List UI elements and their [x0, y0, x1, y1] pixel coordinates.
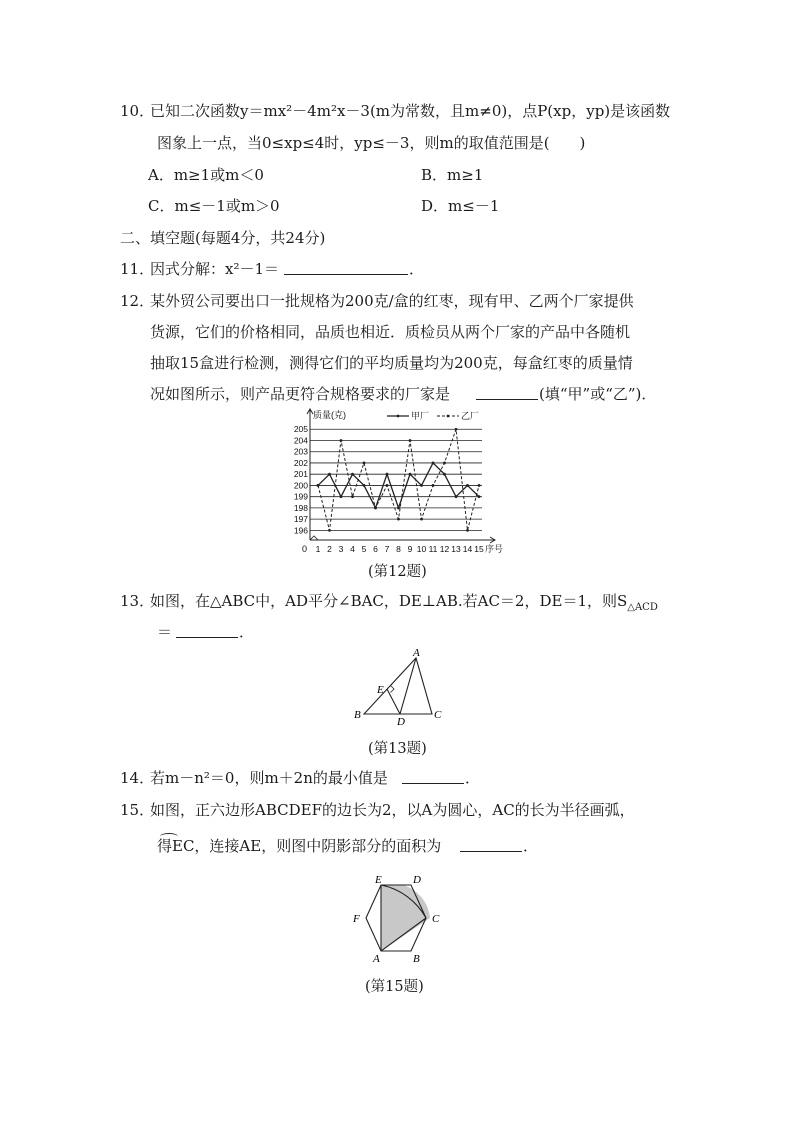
label-c: C [432, 913, 440, 925]
segment-de [387, 689, 400, 714]
y-axis-title: 质量(克) [313, 410, 346, 420]
q15-answer-blank [460, 836, 522, 852]
x-tick-label: 11 [428, 544, 438, 553]
data-point [455, 428, 458, 431]
label-d: D [413, 874, 421, 886]
x-tick-label: 9 [407, 544, 413, 553]
x-tick-label: 10 [416, 544, 427, 553]
q11-text: 因式分解：x²－1＝ [150, 260, 280, 278]
q10-line2: 图象上一点，当0≤xp≤4时，yp≤－3，则m的取值范围是( ) [157, 134, 586, 152]
legend-marker-yi [447, 415, 450, 418]
q15-caption: (第15题) [365, 979, 424, 995]
legend-label-jia: 甲厂 [411, 411, 430, 421]
q14-answer-blank [402, 768, 464, 784]
data-point [363, 484, 366, 487]
q11-number: 11． [120, 260, 155, 278]
data-point [351, 473, 354, 476]
q15-line2a: 得EC，连接AE，则图中阴影部分的面积为 [157, 837, 442, 855]
label-f: F [353, 913, 360, 925]
q12-caption: (第12题) [368, 564, 427, 580]
x-tick-label: 8 [396, 544, 401, 553]
x-tick-label: 13 [451, 544, 461, 553]
legend-marker-jia [397, 415, 400, 418]
q10-option-a: A．m≥1或m＜0 [148, 166, 264, 184]
y-tick-label: 201 [293, 469, 308, 480]
y-tick-label: 200 [293, 480, 308, 491]
data-point [386, 473, 389, 476]
x-tick-label: 5 [361, 544, 367, 553]
q13-end: ． [239, 623, 255, 641]
q12-line4b: (填“甲”或“乙”)． [539, 385, 657, 403]
q11-end: ． [409, 260, 425, 278]
data-point [328, 473, 331, 476]
q13-number: 13． [120, 592, 155, 610]
label-e: E [377, 684, 384, 696]
data-point [374, 507, 377, 510]
q13-line1: 如图，在△ABC中，AD平分∠BAC，DE⊥AB.若AC＝2，DE＝1，则$S_{\triangle ACD}$ [150, 592, 658, 613]
data-point [409, 439, 412, 442]
q12-line4a: 况如图所示，则产品更符合规格要求的厂家是 [150, 385, 451, 403]
q10-option-c: C．m≤－1或m＞0 [148, 197, 280, 215]
x-tick-label: 7 [384, 544, 390, 553]
q13-caption: (第13题) [368, 741, 427, 757]
q10-option-d: D．m≤－1 [421, 197, 500, 215]
label-a: A [413, 648, 420, 659]
q15-hexagon-figure [345, 873, 455, 963]
q10-number: 10． [120, 102, 155, 120]
q12-answer-blank [476, 384, 538, 400]
x-tick-label: 15 [474, 544, 484, 553]
q13-line2: ＝ [157, 623, 173, 641]
y-tick-label: 202 [293, 457, 308, 468]
data-point [397, 518, 400, 521]
data-point [386, 484, 389, 487]
q14-end: ． [465, 769, 481, 787]
q13-triangle-figure [350, 648, 450, 728]
right-angle-mark [391, 686, 395, 693]
data-point [363, 462, 366, 465]
data-point [420, 518, 423, 521]
quality-line-chart [280, 408, 520, 553]
data-point [443, 462, 446, 465]
x-tick-label: 14 [462, 544, 473, 553]
q11-answer-blank [284, 259, 408, 275]
data-point [317, 484, 320, 487]
axis-break-mark [310, 536, 318, 540]
q15-end: ． [523, 837, 539, 855]
data-point [443, 473, 446, 476]
label-b: B [413, 953, 420, 963]
q10-line1: 已知二次函数y＝mx²－4m²x－3(m为常数，且m≠0)，点P(xp，yp)是该函数 [150, 102, 671, 120]
arc-mark [160, 833, 178, 840]
q13-answer-blank [176, 622, 238, 638]
data-point [409, 473, 412, 476]
q12-line2: 货源，它们的价格相同，品质也相近．质检员从两个厂家的产品中各随机 [150, 323, 631, 341]
data-point [478, 484, 481, 487]
q12-line1: 某外贸公司要出口一批规格为200克/盒的红枣，现有甲、乙两个厂家提供 [150, 292, 634, 310]
x-tick-label: 3 [338, 544, 344, 553]
data-point [455, 495, 458, 498]
y-tick-label: 203 [293, 446, 308, 457]
q14-text: 若m－n²＝0，则m＋2n的最小值是 [150, 769, 388, 787]
y-tick-label: 197 [293, 514, 308, 525]
data-point [432, 484, 435, 487]
data-point [340, 495, 343, 498]
data-point [351, 495, 354, 498]
q15-number: 15． [120, 801, 155, 819]
series-line-yi [318, 429, 479, 530]
x-tick-label: 4 [350, 544, 355, 553]
x-tick-label: 2 [327, 544, 332, 553]
x-axis-title: 序号 [485, 544, 504, 553]
q10-option-b: B．m≥1 [421, 166, 484, 184]
data-point [340, 439, 343, 442]
x-tick-label: 6 [373, 544, 378, 553]
label-d: D [397, 716, 405, 728]
y-tick-label: 199 [293, 491, 308, 502]
data-point [466, 484, 469, 487]
q12-line3: 抽取15盒进行检测，测得它们的平均质量均为200克，每盒红枣的质量情 [150, 354, 633, 372]
q14-number: 14． [120, 769, 155, 787]
data-point [328, 529, 331, 532]
label-e: E [375, 874, 382, 886]
origin-label: 0 [302, 544, 308, 553]
section-heading: 二、填空题(每题4分，共24分) [120, 229, 326, 247]
q15-line1: 如图，正六边形ABCDEF的边长为2，以A为圆心，AC的长为半径画弧， [150, 801, 635, 819]
y-tick-label: 196 [293, 525, 308, 536]
y-tick-label: 198 [293, 502, 308, 513]
y-tick-label: 204 [293, 435, 308, 446]
label-b: B [354, 709, 361, 721]
y-tick-label: 205 [293, 424, 308, 435]
q13-subscript: △ACD [627, 602, 658, 613]
data-point [432, 462, 435, 465]
data-point [397, 507, 400, 510]
label-a: A [373, 953, 380, 963]
data-point [466, 529, 469, 532]
q12-number: 12． [120, 292, 155, 310]
x-tick-label: 12 [439, 544, 450, 553]
label-c: C [434, 709, 442, 721]
data-point [420, 484, 423, 487]
data-point [478, 495, 481, 498]
x-tick-label: 1 [315, 544, 321, 553]
triangle-abc [364, 658, 432, 714]
legend-label-yi: 乙厂 [461, 411, 480, 421]
